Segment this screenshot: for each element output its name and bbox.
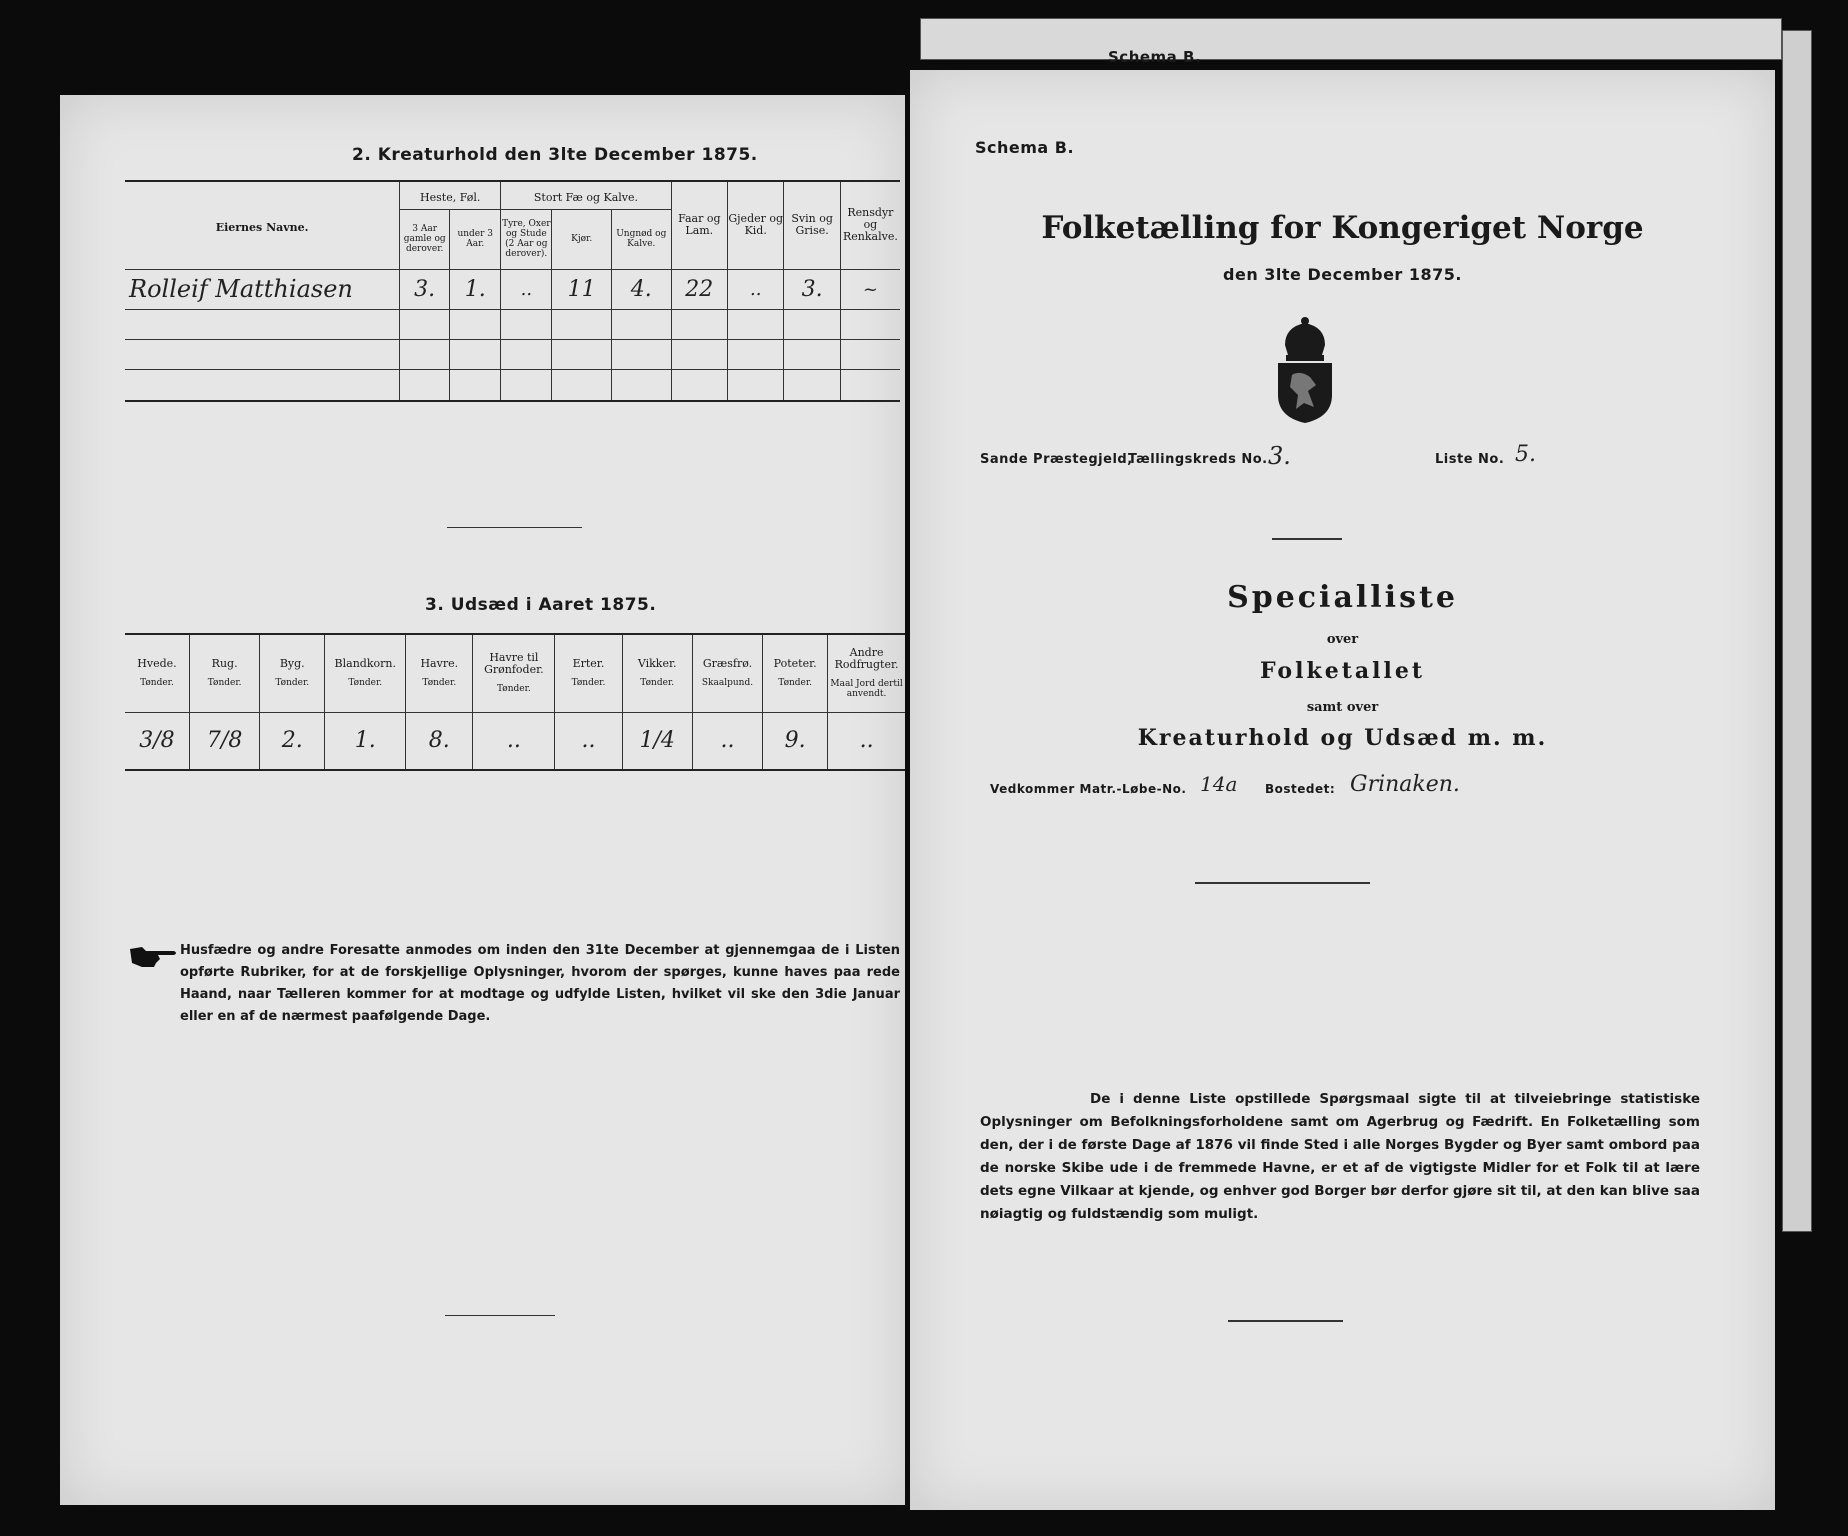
- seed-value: 1/4: [639, 728, 675, 754]
- seed-crop-name: Havre til Grønfoder.: [484, 651, 544, 677]
- owner-name-cell: Rolleif Matthiasen: [129, 275, 353, 303]
- seed-crop-unit: Tønder.: [348, 678, 383, 689]
- seed-value: 8.: [428, 728, 450, 754]
- pointing-hand-icon: [128, 943, 178, 973]
- seed-value: 9.: [784, 728, 806, 754]
- seed-header-cell: [555, 634, 622, 712]
- schema-tab-label: Schema B.: [1108, 48, 1202, 66]
- seed-value-cell: [406, 712, 473, 770]
- parish-label: Sande Præstegjeld,: [980, 452, 1133, 467]
- explanation-paragraph: De i denne Liste opstillede Spørgsmaal sigte til at tilveiebringe statistiske Oplysninger om Befolkningsforholdene samt om Agerbrug og Fædrift. En Folketælling som den, der i de første Dage af 1876 vil finde Sted i alle Norges Bygder og Byer samt ombord paa de norske Skibe ude i de fremmede Havne, er et af de vigtigste Midler for et Folk til at lære dets egne Vilkaar at kjende, og enhver god Borger bør derfor gjøre sit til, at den kan blive saa nøiagtig og fuldstændig som muligt.: [980, 1091, 1700, 1222]
- seed-value: ..: [859, 728, 874, 754]
- seed-crop-unit: Tønder.: [571, 678, 606, 689]
- seed-crop-name: Byg.: [279, 657, 305, 671]
- district-value: 3.: [1268, 442, 1291, 470]
- seed-value: 2.: [281, 728, 303, 754]
- seed-header-cell: [406, 634, 473, 712]
- seed-header-cell: [763, 634, 828, 712]
- seed-value: 1.: [354, 728, 376, 754]
- seed-header-cell: [828, 634, 905, 712]
- seed-crop-name: Græsfrø.: [702, 657, 753, 671]
- seed-header-cell: [622, 634, 692, 712]
- seed-value-cell: [473, 712, 555, 770]
- section2-title: 2. Kreaturhold den 3lte December 1875.: [352, 145, 758, 165]
- horses-3yr-cell: 3.: [414, 276, 436, 302]
- seed-value: 3/8: [139, 728, 175, 754]
- seed-value-cell: [189, 712, 259, 770]
- folketallet-heading: Folketallet: [1260, 658, 1425, 684]
- seed-header-cell: [325, 634, 406, 712]
- cows-header: Kjør.: [571, 234, 593, 244]
- seed-value-cell: [125, 712, 189, 770]
- seed-crop-unit: Tønder.: [207, 678, 242, 689]
- seed-crop-unit: Skaalpund.: [701, 678, 754, 689]
- owner-name-header: Eiernes Navne.: [215, 220, 309, 234]
- seed-value: ..: [581, 728, 596, 754]
- seed-table: [125, 633, 905, 771]
- seed-value-cell: [692, 712, 762, 770]
- left-page: [60, 95, 905, 1505]
- sheep-header: Faar og Lam.: [678, 212, 721, 238]
- horses-under3-header: under 3 Aar.: [457, 229, 494, 249]
- schema-label: Schema B.: [975, 138, 1075, 157]
- seed-value: ..: [720, 728, 735, 754]
- sheep-cell: 22: [685, 276, 714, 302]
- seed-crop-name: Havre.: [420, 657, 459, 671]
- bottom-short-line: [445, 1315, 555, 1316]
- matr-value: 14a: [1200, 772, 1238, 796]
- seed-crop-name: Blandkorn.: [334, 657, 396, 671]
- section3-title: 3. Udsæd i Aaret 1875.: [425, 595, 657, 615]
- bosted-value: Grinaken.: [1350, 772, 1460, 797]
- seed-crop-name: Poteter.: [773, 657, 817, 671]
- list-label: Liste No.: [1435, 452, 1505, 467]
- kreaturhold-heading: Kreaturhold og Udsæd m. m.: [1137, 725, 1548, 751]
- cattle-header: Stort Fæ og Kalve.: [533, 190, 639, 204]
- seed-crop-unit: Tønder.: [140, 678, 174, 689]
- pigs-header: Svin og Grise.: [791, 212, 833, 238]
- seed-header-cell: [125, 634, 189, 712]
- matr-label: Vedkommer Matr.-Løbe-No.: [990, 782, 1187, 796]
- calves-header: Ungnød og Kalve.: [616, 229, 667, 249]
- back-page-strip: [920, 18, 1782, 60]
- oxen-header: Tyre, Oxer og Stude (2 Aar og derover).: [502, 219, 551, 259]
- right-page: [910, 70, 1775, 1510]
- livestock-table: [125, 180, 900, 402]
- specialliste-heading: Specialliste: [1227, 580, 1458, 615]
- seed-header-cell: [260, 634, 325, 712]
- horses-under3-cell: 1.: [464, 276, 486, 302]
- goats-header: Gjeder og Kid.: [728, 212, 784, 238]
- seed-header-cell: [473, 634, 555, 712]
- list-value: 5.: [1515, 442, 1536, 467]
- calves-cell: 4.: [630, 276, 652, 302]
- cows-cell: 11: [567, 276, 596, 302]
- seed-crop-unit: Tønder.: [496, 684, 531, 695]
- samt-over-text: samt over: [1306, 700, 1379, 715]
- goats-cell: ..: [749, 278, 762, 300]
- divider-long: [1195, 882, 1370, 884]
- oxen-cell: ..: [520, 278, 533, 300]
- seed-crop-name: Vikker.: [637, 657, 677, 671]
- reindeer-header: Rensdyr og Renkalve.: [842, 206, 898, 244]
- seed-header-cell: [189, 634, 259, 712]
- seed-value-cell: [555, 712, 622, 770]
- divider-short: [1272, 538, 1342, 540]
- seed-value: 7/8: [206, 728, 243, 754]
- seed-value-cell: [325, 712, 406, 770]
- seed-value-cell: [828, 712, 905, 770]
- seed-crop-name: Hvede.: [137, 657, 177, 671]
- census-title: Folketælling for Kongeriget Norge: [1041, 210, 1644, 246]
- right-edge-strip: [1782, 30, 1812, 1232]
- pigs-cell: 3.: [801, 276, 823, 302]
- seed-crop-name: Rug.: [211, 657, 238, 671]
- norway-coat-of-arms: [1270, 315, 1340, 429]
- instructions-notice: Husfædre og andre Foresatte anmodes om inden den 31te December at gjennemgaa de i Listen opførte Rubriker, for at de forskjellige Oplysninger, hvorom der spørges, kunne haves paa rede Haand, naar Tælleren kommer for at modtage og udfylde Listen, hvilket vil ske den 3die Januar eller en af de nærmest paafølgende Dage.: [180, 943, 900, 1024]
- divider-line: [447, 527, 582, 528]
- census-date: den 3lte December 1875.: [1223, 265, 1462, 284]
- seed-crop-unit: Tønder.: [778, 678, 813, 689]
- horses-header: Heste, Føl.: [420, 190, 481, 204]
- reindeer-cell: ~: [862, 278, 878, 300]
- seed-crop-unit: Maal Jord dertil anvendt.: [830, 679, 903, 700]
- seed-value-cell: [763, 712, 828, 770]
- seed-value-cell: [260, 712, 325, 770]
- seed-value: ..: [506, 728, 521, 754]
- seed-header-cell: [692, 634, 762, 712]
- seed-crop-unit: Tønder.: [640, 678, 675, 689]
- bosted-label: Bostedet:: [1265, 782, 1336, 796]
- seed-crop-name: Andre Rodfrugter.: [834, 646, 899, 672]
- seed-crop-unit: Tønder.: [422, 678, 457, 689]
- horses-3yr-header: 3 Aar gamle og derover.: [403, 224, 446, 254]
- divider-bottom: [1228, 1320, 1343, 1322]
- seed-value-cell: [622, 712, 692, 770]
- seed-crop-name: Erter.: [572, 657, 605, 671]
- over-text: over: [1326, 632, 1359, 647]
- district-label: Tællingskreds No.: [1128, 452, 1268, 467]
- seed-crop-unit: Tønder.: [275, 678, 310, 689]
